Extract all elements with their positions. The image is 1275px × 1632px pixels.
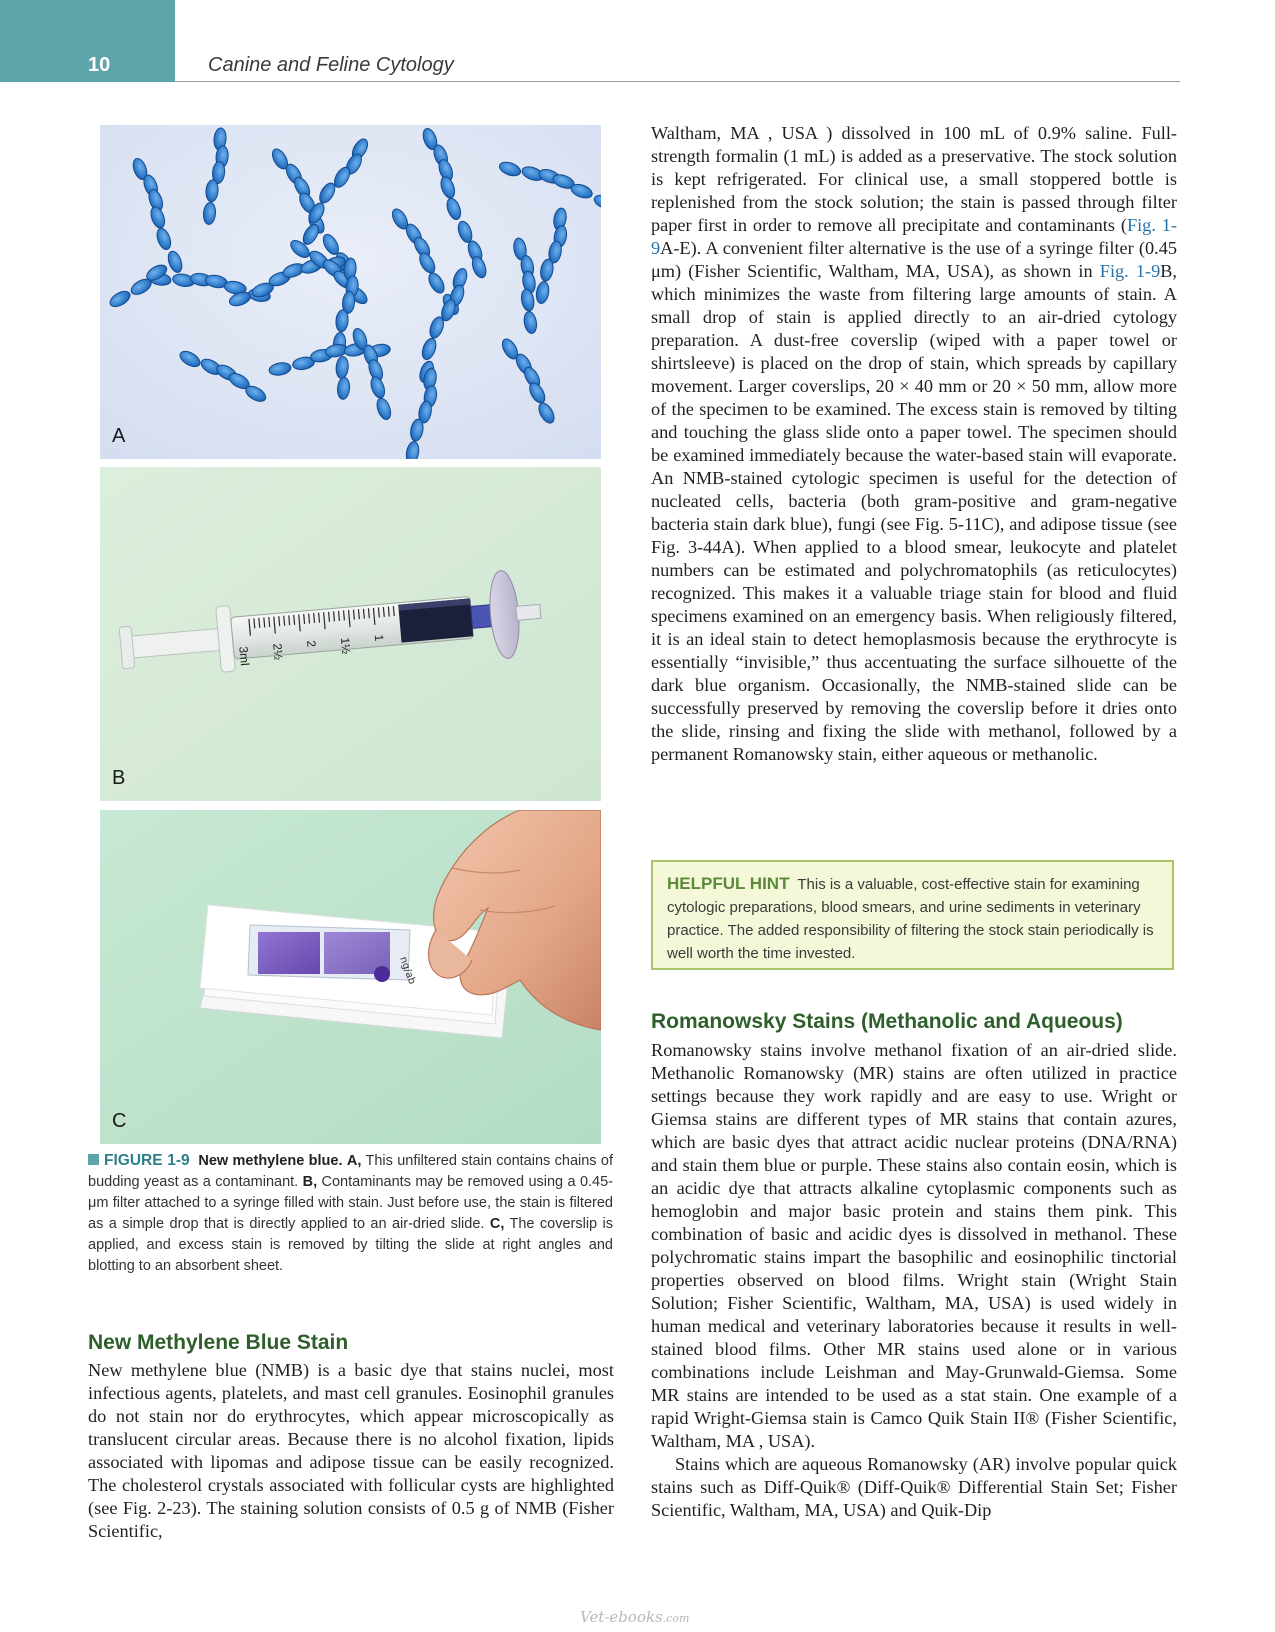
header-rule	[175, 81, 1180, 82]
caption-b-label: B,	[302, 1174, 318, 1190]
syringe-marking-label: 1½	[337, 636, 354, 655]
caption-a-label: A,	[346, 1153, 362, 1169]
caption-b-text: Contaminants may be removed using a 0.45-μm filter attached to a syringe filled with stain. Just before use, the stain is filtered as a simple drop that is directly applied to an air-dried slide.	[88, 1174, 613, 1232]
watermark-suffix: .com	[662, 1612, 690, 1625]
watermark	[580, 1608, 689, 1626]
figure-reference-link[interactable]: Fig. 1-9	[1099, 261, 1161, 281]
slide-blotting-image	[100, 810, 601, 1144]
caption-c-label: C,	[489, 1216, 505, 1232]
panel-label-a: A	[112, 425, 126, 447]
caption-marker	[88, 1154, 99, 1165]
caption-a-text: This unfiltered stain contains chains of budding yeast as a contaminant.	[88, 1153, 614, 1190]
syringe-marking-label: 2½	[270, 642, 286, 661]
nmb-paragraph-right	[651, 122, 1177, 766]
syringe-image	[100, 467, 601, 801]
section-heading-nmb: New Methylene Blue Stain	[88, 1331, 349, 1354]
nmb-text-part-2: A-E). A convenient filter alternative is the use of a syringe filter (0.45 μm) (Fisher Scientific, Waltham, MA, USA), as shown in	[651, 238, 1177, 281]
nmb-text-left	[88, 1359, 614, 1543]
running-head: Canine and Feline Cytology	[208, 54, 454, 76]
caption-c-text: The coverslip is applied, and excess stain is removed by tilting the slide at right angles and blotting to an absorbent sheet.	[88, 1216, 613, 1274]
page-number: 10	[88, 54, 111, 76]
figure-panel-a	[100, 125, 601, 459]
figure-label: FIGURE 1-9	[104, 1152, 190, 1169]
figure-panel-b	[100, 467, 601, 801]
figure-reference-link[interactable]: Fig. 1-9	[651, 215, 1177, 258]
nmb-paragraph-left: New methylene blue (NMB) is a basic dye that stains nuclei, most infectious agents, platelets, and mast cell granules. Eosinophil granules do not stain nor do erythrocytes, which appear microscopically as translucent circular areas. Because there is no alcohol fixation, lipids associated with lipomas and adipose tissue can be easily recognized. The cholesterol crystals associated with follicular cysts are highlighted (see Fig. 2-23). The staining solution consists of 0.5 g of NMB (Fisher Scientific,	[88, 1360, 614, 1541]
yeast-micrograph-image	[100, 125, 601, 459]
nmb-text-right	[651, 122, 1177, 766]
panel-label-c: C	[112, 1110, 127, 1132]
panel-label-b: B	[112, 767, 126, 789]
romanowsky-text	[651, 1039, 1177, 1522]
figure-panel-c	[100, 810, 601, 1144]
romanowsky-paragraph-2: Stains which are aqueous Romanowsky (AR) involve popular quick stains such as Diff-Quik® (Diff-Quik® Differential Stain Set; Fisher Scientific, Waltham, MA, USA) and Quik-Dip	[651, 1454, 1177, 1520]
helpful-hint-box	[651, 860, 1174, 970]
nmb-text-part-1: Waltham, MA , USA ) dissolved in 100 mL of 0.9% saline. Full-strength formalin (1 mL) is added as a preservative. The stock solution is kept refrigerated. For clinical use, a small stoppered bottle is replenished from the stock solution; the stain is passed through filter paper first in order to remove all precipitate and contaminants (	[651, 123, 1177, 235]
helpful-hint-text: This is a valuable, cost-effective stain for examining cytologic preparations, blood smears, and urine sediments in veterinary practice. The added responsibility of filtering the stock stain periodically is well worth the time invested.	[667, 876, 1154, 962]
helpful-hint-label: HELPFUL HINT	[667, 874, 790, 893]
romanowsky-paragraph-1: Romanowsky stains involve methanol fixation of an air-dried slide. Methanolic Romanowsky (MR) stains are often utilized in practice settings because they work rapidly and are easy to use. Wright or Giemsa stains are different types of MR stains that contain azures, which are basic dyes that attract acidic nuclear proteins (DNA/RNA) and stain them blue or purple. These stains also contain eosin, which is an acidic dye that attracts alkaline cytoplasmic components such as hemoglobin and major basic protein and stains them pink. This combination of basic and acidic dyes is dissolved in methanol. These polychromatic stains impart the basophilic and eosinophilic tinctorial properties observed on blood films. Wright stain (Wright Stain Solution; Fisher Scientific, Waltham, MA, USA) is used widely in human medical and veterinary laboratories because it results in well-stained blood films. Other MR stains used alone or in various combinations include Leishman and May-Grunwald-Giemsa. Some MR stains are intended to be used as a stat stain. One example of a rapid Wright-Giemsa stain is Camco Quik Stain II® (Fisher Scientific, Waltham, MA , USA).	[651, 1040, 1177, 1451]
nmb-text-part-3: B, which minimizes the waste from filtering large amounts of stain. A small drop of stain is applied directly to an air-dried cytology preparation. A dust-free coverslip (wiped with a paper towel or shirtsleeve) is placed on the drop of stain, which spreads by capillary movement. Larger coverslips, 20 × 40 mm or 20 × 50 mm, allow more of the specimen to be examined. The excess stain is removed by tilting and touching the glass slide onto a paper towel. The specimen should be examined immediately because the water-based stain will evaporate. An NMB-stained cytologic specimen is useful for the detection of nucleated cells, bacteria (both gram-positive and gram-negative bacteria stain dark blue), fungi (see Fig. 5-11C), and adipose tissue (see Fig. 3-44A). When applied to a blood smear, leukocyte and platelet numbers can be estimated and polychromatophils (as reticulocytes) recognized. This makes it a valuable triage stain for blood and fluid specimens examined on an emergency basis. When religiously filtered, it is an ideal stain to detect hemoplasmosis because the erythrocyte is essentially “invisible,” thus accentuating the surface silhouette of the dark blue organism. Occasionally, the NMB-stained slide can be successfully preserved by removing the coverslip before it dries onto the slide, rinsing and fixing the slide with methanol, followed by a permanent Romanowsky stain, either aqueous or methanolic.	[651, 261, 1177, 764]
caption-title: New methylene blue.	[198, 1153, 343, 1169]
section-heading-romanowsky: Romanowsky Stains (Methanolic and Aqueous)	[651, 1010, 1123, 1033]
figure-caption	[88, 1150, 613, 1277]
svg-text:ng/ab: ng/ab	[397, 955, 418, 986]
syringe-marking-label: 3ml	[236, 645, 252, 667]
syringe-marking-label: 2	[304, 639, 319, 648]
syringe-marking-label: 1	[371, 633, 387, 642]
watermark-text: Vet-ebooks	[580, 1608, 663, 1626]
